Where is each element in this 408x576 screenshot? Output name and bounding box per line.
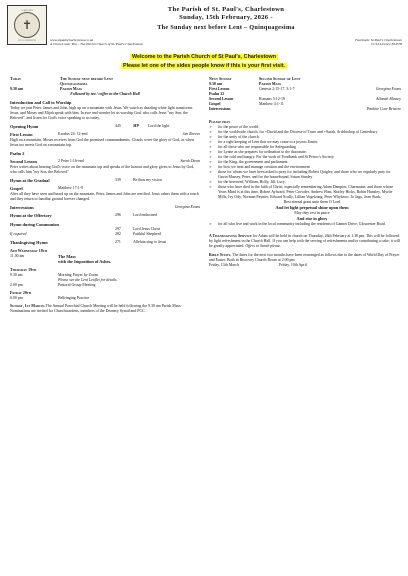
arrow-bullet-icon: ➢ (209, 125, 213, 129)
prayer-item-community (209, 222, 401, 227)
arrow-bullet-icon: ➢ (209, 135, 213, 139)
gospel-text: After all they have seen and heard up on the mountain, Peter, James and John are terrified. Jesus calms them with a touch and they return to familiar ground forever changed. (10, 191, 199, 201)
prayer-text: those for whom we have been asked to pray for including Robert Quigley, and those who we regularly pray for Gavin Massey, Peter, and for the housebound, Susan Stanley (218, 170, 391, 179)
next-second-lesson-ref: Romans 5:12-19 (259, 97, 285, 101)
offertory-hymn-number: 296 (115, 213, 121, 217)
next-service-name: Parish Mass (259, 82, 282, 86)
thanksgiving-heading: A Thanksgiving Service (209, 234, 252, 238)
arrow-bullet-icon: ➢ (209, 160, 213, 164)
arrow-bullet-icon: ➢ (209, 170, 213, 174)
first-lesson-text: High on a mountain, Moses receives from God the promised commandments. Clouds cover the glory of God, as when Jesus too meets God on a mountain top. (10, 137, 194, 147)
ash-wednesday-heading: Ash Wednesday 18th (10, 248, 48, 253)
arrow-bullet-icon: ➢ (209, 150, 213, 154)
friday-row (10, 296, 200, 301)
response-line-4: And rise in glory (296, 215, 328, 221)
followed-by-note: Followed by tea / coffee in the Church Hall (70, 92, 140, 96)
thanksgiving-contact: Offers to Sarah please. (245, 244, 282, 248)
next-first-lesson-reader: Georgina Evans (375, 87, 401, 91)
today-title: The Sunday next before Lent (60, 77, 113, 81)
church-strapline: A Church near You – The Parish Church of St. Paul's Charlestown (50, 42, 144, 47)
logo-text-bottom: ECO CHURCH (18, 39, 36, 42)
next-second-lesson-reader: Allanah Massey (376, 97, 401, 101)
gradual-hymn-label: Hymn at the Gradual (10, 177, 50, 183)
apcm-notice (10, 304, 200, 314)
thursday-note: Please see the Lent Leaflet for details. (58, 277, 118, 282)
welcome-banner: Welcome to the Parish Church of St Paul's, Charlestown (131, 54, 277, 60)
ash-wednesday-time: 11.00 am (10, 253, 25, 258)
thursday-time-2: 2.00 pm (10, 282, 23, 287)
response-line-3: May they rest in peace (294, 210, 330, 215)
logo-text-top: A ROCHA (21, 8, 33, 12)
apcm-text: The Annual Parochial Church Meeting will be held following the 9.30 am Parish Mass. Nominations are invited for Churchwardens, members of the Deanery Synod and PCC. (10, 303, 182, 313)
communion-hymn-2 (10, 232, 200, 237)
thursday-event-2: Pastoral Group Meeting (58, 282, 96, 287)
response-line-1: Rest eternal grant unto them O Lord (283, 200, 341, 204)
offertory-hymn-row (10, 213, 200, 219)
bible-study-date-2: Friday, 10th April (279, 263, 307, 267)
next-intercessions-leader: Pauline Coor Bristow (366, 107, 401, 111)
next-second-lesson-label: Second Lesson (209, 97, 234, 101)
next-service-time: 9.30 am (209, 82, 222, 86)
website-link[interactable]: www.stpaulscharlestown.co.uk (50, 38, 94, 42)
intercessions-row (10, 205, 200, 211)
arrow-bullet-icon: ➢ (209, 130, 213, 134)
sunday-name: The Sunday next before Lent – Quinquagesima (157, 23, 295, 31)
bible-study-dates (209, 263, 401, 268)
intercessions-label: Intercessions (10, 204, 34, 210)
service-name: Parish Mass (60, 87, 83, 91)
prayer-response (209, 200, 401, 221)
service-date: Sunday, 15th February, 2026 - (179, 14, 273, 22)
next-intercessions-label: Intercessions (209, 107, 231, 111)
arrow-bullet-icon: ➢ (209, 140, 213, 144)
thursday-event-1: Morning Prayer by Zoom (58, 272, 98, 277)
second-lesson-label: Second Lesson (10, 159, 37, 164)
opening-hymn-number: 445 (115, 123, 121, 128)
service-time: 9.30 am (10, 87, 23, 91)
arrow-bullet-icon: ➢ (209, 222, 213, 226)
page-header (50, 6, 402, 32)
next-gospel-ref: Matthew 4:1-11 (259, 102, 284, 106)
thursday-time-1: 9.30 am (10, 272, 23, 277)
next-sunday-title: Second Sunday of Lent (259, 77, 301, 81)
bible-study-date-1: Friday, 13th March (209, 263, 239, 267)
cross-icon: ✝ (21, 18, 33, 32)
arrow-bullet-icon: ➢ (209, 165, 213, 169)
ash-wednesday-service: The Mass (58, 253, 76, 259)
prayer-text: for all those who are responsible for Safeguarding (218, 145, 296, 149)
prayer-text: for the cold and hungry. For the work of Foodbank and St Petroc's Society. (218, 155, 335, 159)
thanksgiving-hymn-row (10, 240, 200, 246)
facebook-link[interactable]: Facebook: St Paul's Charlestown (355, 38, 402, 42)
second-lesson-reader: Sarah Dawn (180, 159, 200, 163)
apcm-heading: Sunday, 1st March. (10, 303, 45, 308)
ccli-licence: CCLI Licence 304578 (371, 42, 402, 47)
next-psalm: Psalm 32 (209, 92, 225, 96)
friday-event: Bellringing Practice (58, 295, 90, 300)
second-lesson-ref: 2 Peter 1:16-end (58, 159, 84, 163)
logo-emblem (14, 12, 40, 38)
friday-heading: Friday 20th (10, 290, 32, 295)
today-title-2: Quinquagesima (60, 82, 88, 86)
communion-hymn-1-number: 297 (115, 227, 121, 231)
prayer-text: for the King, the government and parliament. (218, 160, 289, 164)
gradual-hymn-row (10, 178, 200, 184)
arrow-bullet-icon: ➢ (209, 155, 213, 159)
parish-title: The Parish of St. Paul's, Charlestown (167, 6, 285, 13)
bible-study-text: The dates for the next two months have been rearranged as follows due to the dates of World Day of Prayer and Easter. Both in Biscovey Church Room at 2.00 pm (209, 253, 400, 262)
first-visit-notice: Please let one of the sides people know if this is your first visit. (122, 63, 286, 69)
opening-hymn-label: Opening Hymn (10, 123, 39, 129)
offertory-hymn-title: Lord enthroned (133, 213, 158, 217)
gospel-ref: Matthew 17:1-9 (58, 186, 83, 190)
opening-hymn-book: MP (133, 123, 139, 128)
thanksgiving-hymn-label: Thanksgiving Hymn (10, 240, 48, 245)
gradual-hymn-number: 339 (115, 177, 121, 182)
next-first-lesson-ref: Genesis 2:15-17, 3:1-7 (259, 87, 295, 91)
prayer-text: for the worldwide church, for +David and the Diocese of Truro and +Sarah, Archbishop of Canterbury (218, 130, 378, 134)
prayer-list (209, 125, 401, 200)
prayer-item (209, 170, 401, 180)
prayer-text: for the peace of the world. (218, 125, 260, 129)
thanksgiving-text: for Adam will be held in church on Thursday, 26th February at 1.30 pm. This will be followed by light refreshment in the Church Hall. If you can help with the serving of refreshments and/or contributing a cake, it will be greatly appreciated. (209, 234, 400, 248)
communion-hymn-label: Hymn during Communion (10, 221, 59, 227)
next-intercessions-row (209, 107, 401, 112)
gospel-label: Gospel (10, 186, 23, 191)
prayer-text: for all who live and work in the local community including the residents of Gannet Drive, Gloucester Road. (218, 222, 386, 226)
intro-heading: Introduction and Call to Worship (10, 100, 72, 105)
prayer-text: for a right keeping of Lent that we may come to a joyous Easter. (218, 140, 319, 144)
right-column (209, 77, 401, 268)
please-pray-heading: Please pray (209, 120, 231, 124)
prayer-text: for how we treat and manage creation and the environment (218, 165, 310, 169)
today-label: Today (10, 77, 22, 81)
prayer-text: for the unity of the church. (218, 135, 260, 139)
bible-study-heading: Bible Study. (209, 253, 232, 257)
first-lesson-ref: Exodus 24: 12-end (58, 132, 88, 136)
gradual-hymn-title: Be thou my vision (133, 177, 162, 182)
friday-time: 6.00 pm (10, 295, 23, 300)
prayer-text: for the bereaved, William, Holly, Jill, Lucy, (218, 180, 286, 184)
thursday-heading: Thursday 19th (10, 267, 37, 272)
communion-hymn-1-title: Lord Jesus Christ (133, 227, 161, 231)
communion-hymn-2-title: Faithful Shepherd (133, 232, 161, 236)
next-sunday-label: Next Sunday (209, 77, 232, 81)
thursday-row-2 (10, 283, 200, 288)
header-subline (50, 38, 402, 47)
offertory-hymn-label: Hymn at the Offertory (10, 213, 52, 218)
arrow-bullet-icon: ➢ (209, 185, 213, 189)
second-lesson-text: Peter writes about hearing God's voice on the mountain top and speaks of the honour and glory given to Jesus by God, who calls him "my Son, the Beloved". (10, 164, 195, 174)
psalm-label: Psalm 2 (10, 150, 25, 156)
first-lesson-label: First Lesson (10, 132, 33, 137)
if-required-note: If required (10, 232, 27, 236)
thanksgiving-notice (209, 234, 401, 249)
first-lesson-reader: Jan Reeves (182, 132, 200, 136)
next-first-lesson-label: First Lesson (209, 87, 230, 91)
thanksgiving-hymn-title: Alleluia sing to Jesus (133, 240, 167, 244)
prayer-text: for Lynne as she prepares for ordination to the diaconate. (218, 150, 307, 154)
bible-study-notice (209, 253, 401, 263)
left-column (10, 77, 200, 314)
opening-hymn-row (10, 124, 200, 130)
communion-hymn-2-number: 282 (115, 232, 121, 236)
prayer-item (209, 185, 401, 200)
eco-church-logo (7, 5, 47, 45)
arrow-bullet-icon: ➢ (209, 145, 213, 149)
arrow-bullet-icon: ➢ (209, 180, 213, 184)
ash-wednesday-service-2: with the Imposition of Ashes. (58, 259, 112, 264)
opening-hymn-title: Lord the light (148, 123, 170, 128)
response-line-2: And let light perpetual shine upon them (275, 205, 349, 210)
intro-text: Today we join Peter, James and John, high up on a mountain with Jesus. We watch as dazzling white light transforms Jesus, and Moses and Elijah speak with him. In awe and wonder let us worship God, who calls Jesus "my Son, the Beloved", and listen for God's voice speaking to us today. (10, 105, 193, 120)
next-gospel-label: Gospel (209, 102, 221, 106)
intercessions-leader: Georgina Evans (174, 204, 200, 209)
thanksgiving-hymn-number: 271 (115, 240, 121, 244)
prayer-text: those who have died in the faith of Christ, especially remembering Adam Dampier, Charmaine, and those whose Years Mind is at this time, Robert Aylward, Peter Crowder, Andrew Flint, Shirley Hicks, Robin Hunsley, Myrtle Mills, Ivy Ody, Norman Paynter, Edward Scully, Lillian Vogelzang, Peter Whybrow, Jo Jago, Jean Stark. (218, 185, 393, 199)
